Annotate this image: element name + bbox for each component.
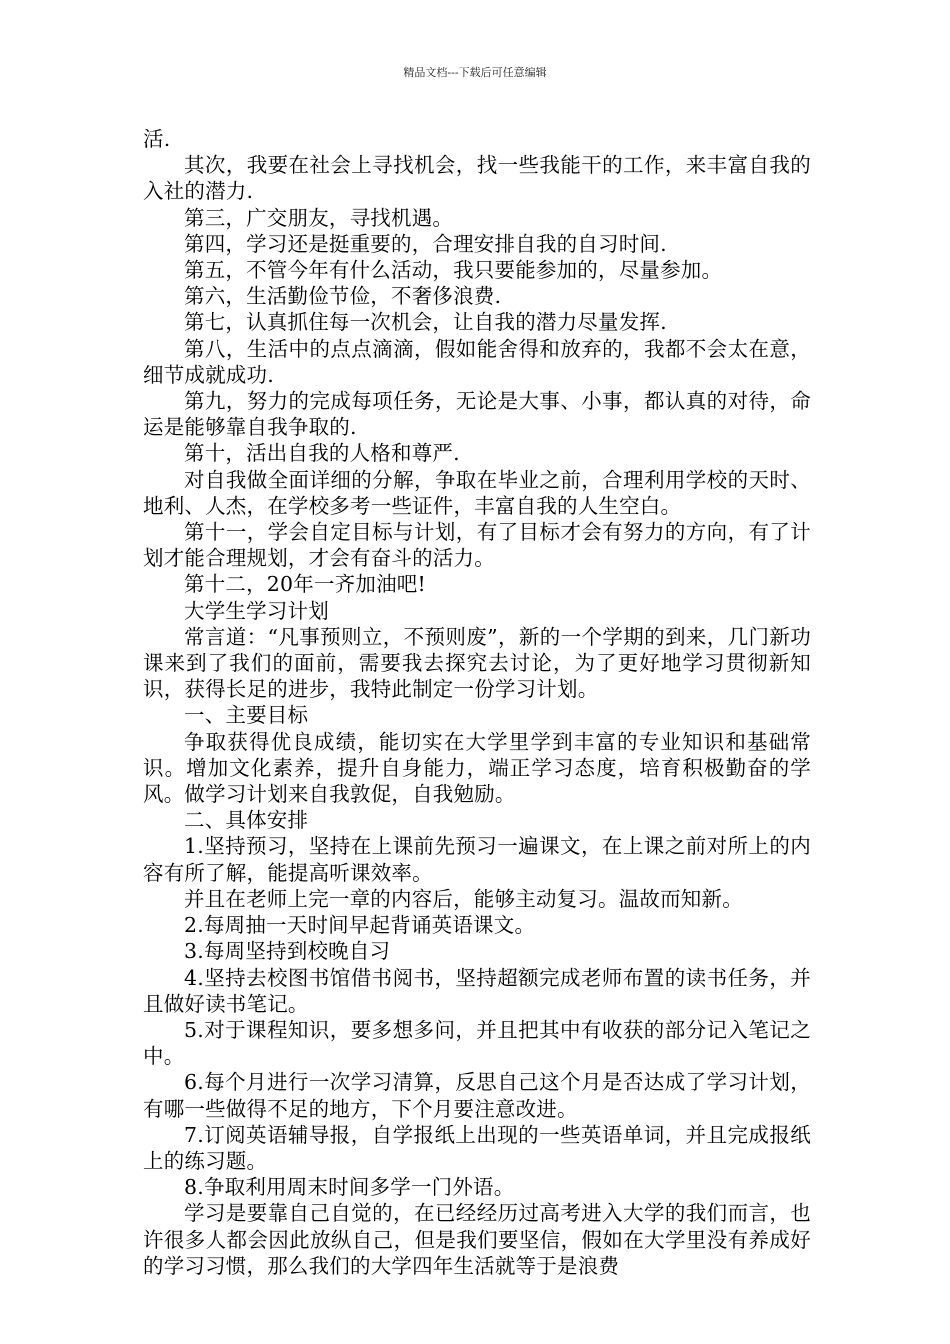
paragraph: 第十，活出自我的人格和尊严.: [184, 441, 460, 466]
paragraph: 5.对于课程知识，要多想多问，并且把其中有收获的部分记入笔记之中。: [143, 1017, 811, 1069]
paragraph: 8.争取利用周末时间多学一门外语。: [184, 1175, 515, 1200]
paragraph: 大学生学习计划: [184, 598, 329, 623]
paragraph: 第五，不管今年有什么活动，我只要能参加的，尽量参加。: [184, 258, 723, 283]
paragraph: 第四，学习还是挺重要的，合理安排自我的自习时间.: [184, 231, 667, 256]
paragraph: 1.坚持预习，坚持在上课前先预习一遍课文，在上课之前对所上的内容有所了解，能提高听课效率。: [143, 834, 811, 885]
paragraph: 第十二，20年一齐加油吧!: [184, 572, 426, 597]
paragraph: 争取获得优良成绩，能切实在大学里学到丰富的专业知识和基础常识。增加文化素养，提升自身能力，端正学习态度，培育积极勤奋的学风。做学习计划来自我敦促，自我勉励。: [143, 729, 811, 807]
paragraph: 2.每周抽一天时间早起背诵英语课文。: [184, 913, 536, 938]
paragraph: 二、具体安排: [184, 808, 309, 833]
paragraph: 7.订阅英语辅导报，自学报纸上出现的一些英语单词，并且完成报纸上的练习题。: [143, 1122, 811, 1173]
paragraph: 学习是要靠自己自觉的，在已经经历过高考进入大学的我们而言，也许很多人都会因此放纵自己，但是我们要坚信，假如在大学里没有养成好的学习习惯，那么我们的大学四年生活就等于是浪费: [143, 1201, 811, 1278]
paragraph: 第三，广交朋友，寻找机遇。: [184, 205, 454, 230]
document-body: [143, 126, 811, 1279]
paragraph: 第八，生活中的点点滴滴，假如能舍得和放弃的，我都不会太在意，细节成就成功.: [143, 336, 811, 387]
paragraph: 对自我做全面详细的分解，争取在毕业之前，合理利用学校的天时、地利、人杰，在学校多考一些证件，丰富自我的人生空白。: [143, 467, 811, 518]
paragraph: 一、主要目标: [184, 703, 309, 728]
paragraph: 第六，生活勤俭节俭，不奢侈浪费.: [184, 284, 502, 309]
paragraph: 第九，努力的完成每项任务，无论是大事、小事，都认真的对待，命运是能够靠自我争取的.: [143, 389, 811, 440]
paragraph: 4.坚持去校图书馆借书阅书，坚持超额完成老师布置的读书任务，并且做好读书笔记。: [143, 965, 811, 1016]
paragraph: 并且在老师上完一章的内容后，能够主动复习。温故而知新。: [184, 886, 743, 911]
paragraph: 3.每周坚持到校晚自习: [184, 939, 391, 964]
paragraph: 活.: [143, 127, 171, 151]
paragraph: 第七，认真抓住每一次机会，让自我的潜力尽量发挥.: [184, 310, 667, 335]
paragraph: 常言道：“凡事预则立，不预则废”，新的一个学期的到来，几门新功课来到了我们的面前，需要我去探究去讨论，为了更好地学习贯彻新知识，获得长足的进步，我特此制定一份学习计划。: [143, 624, 811, 702]
paragraph: 6.每个月进行一次学习清算，反思自己这个月是否达成了学习计划，有哪一些做得不足的地方，下个月要注意改进。: [143, 1070, 811, 1121]
paragraph: 第十一，学会自定目标与计划，有了目标才会有努力的方向，有了计划才能合理规划，才会有奋斗的活力。: [143, 520, 811, 571]
page-header: 精品文档---下载后可任意编辑: [403, 66, 547, 79]
paragraph: 其次，我要在社会上寻找机会，找一些我能干的工作，来丰富自我的入社的潜力.: [143, 153, 811, 204]
